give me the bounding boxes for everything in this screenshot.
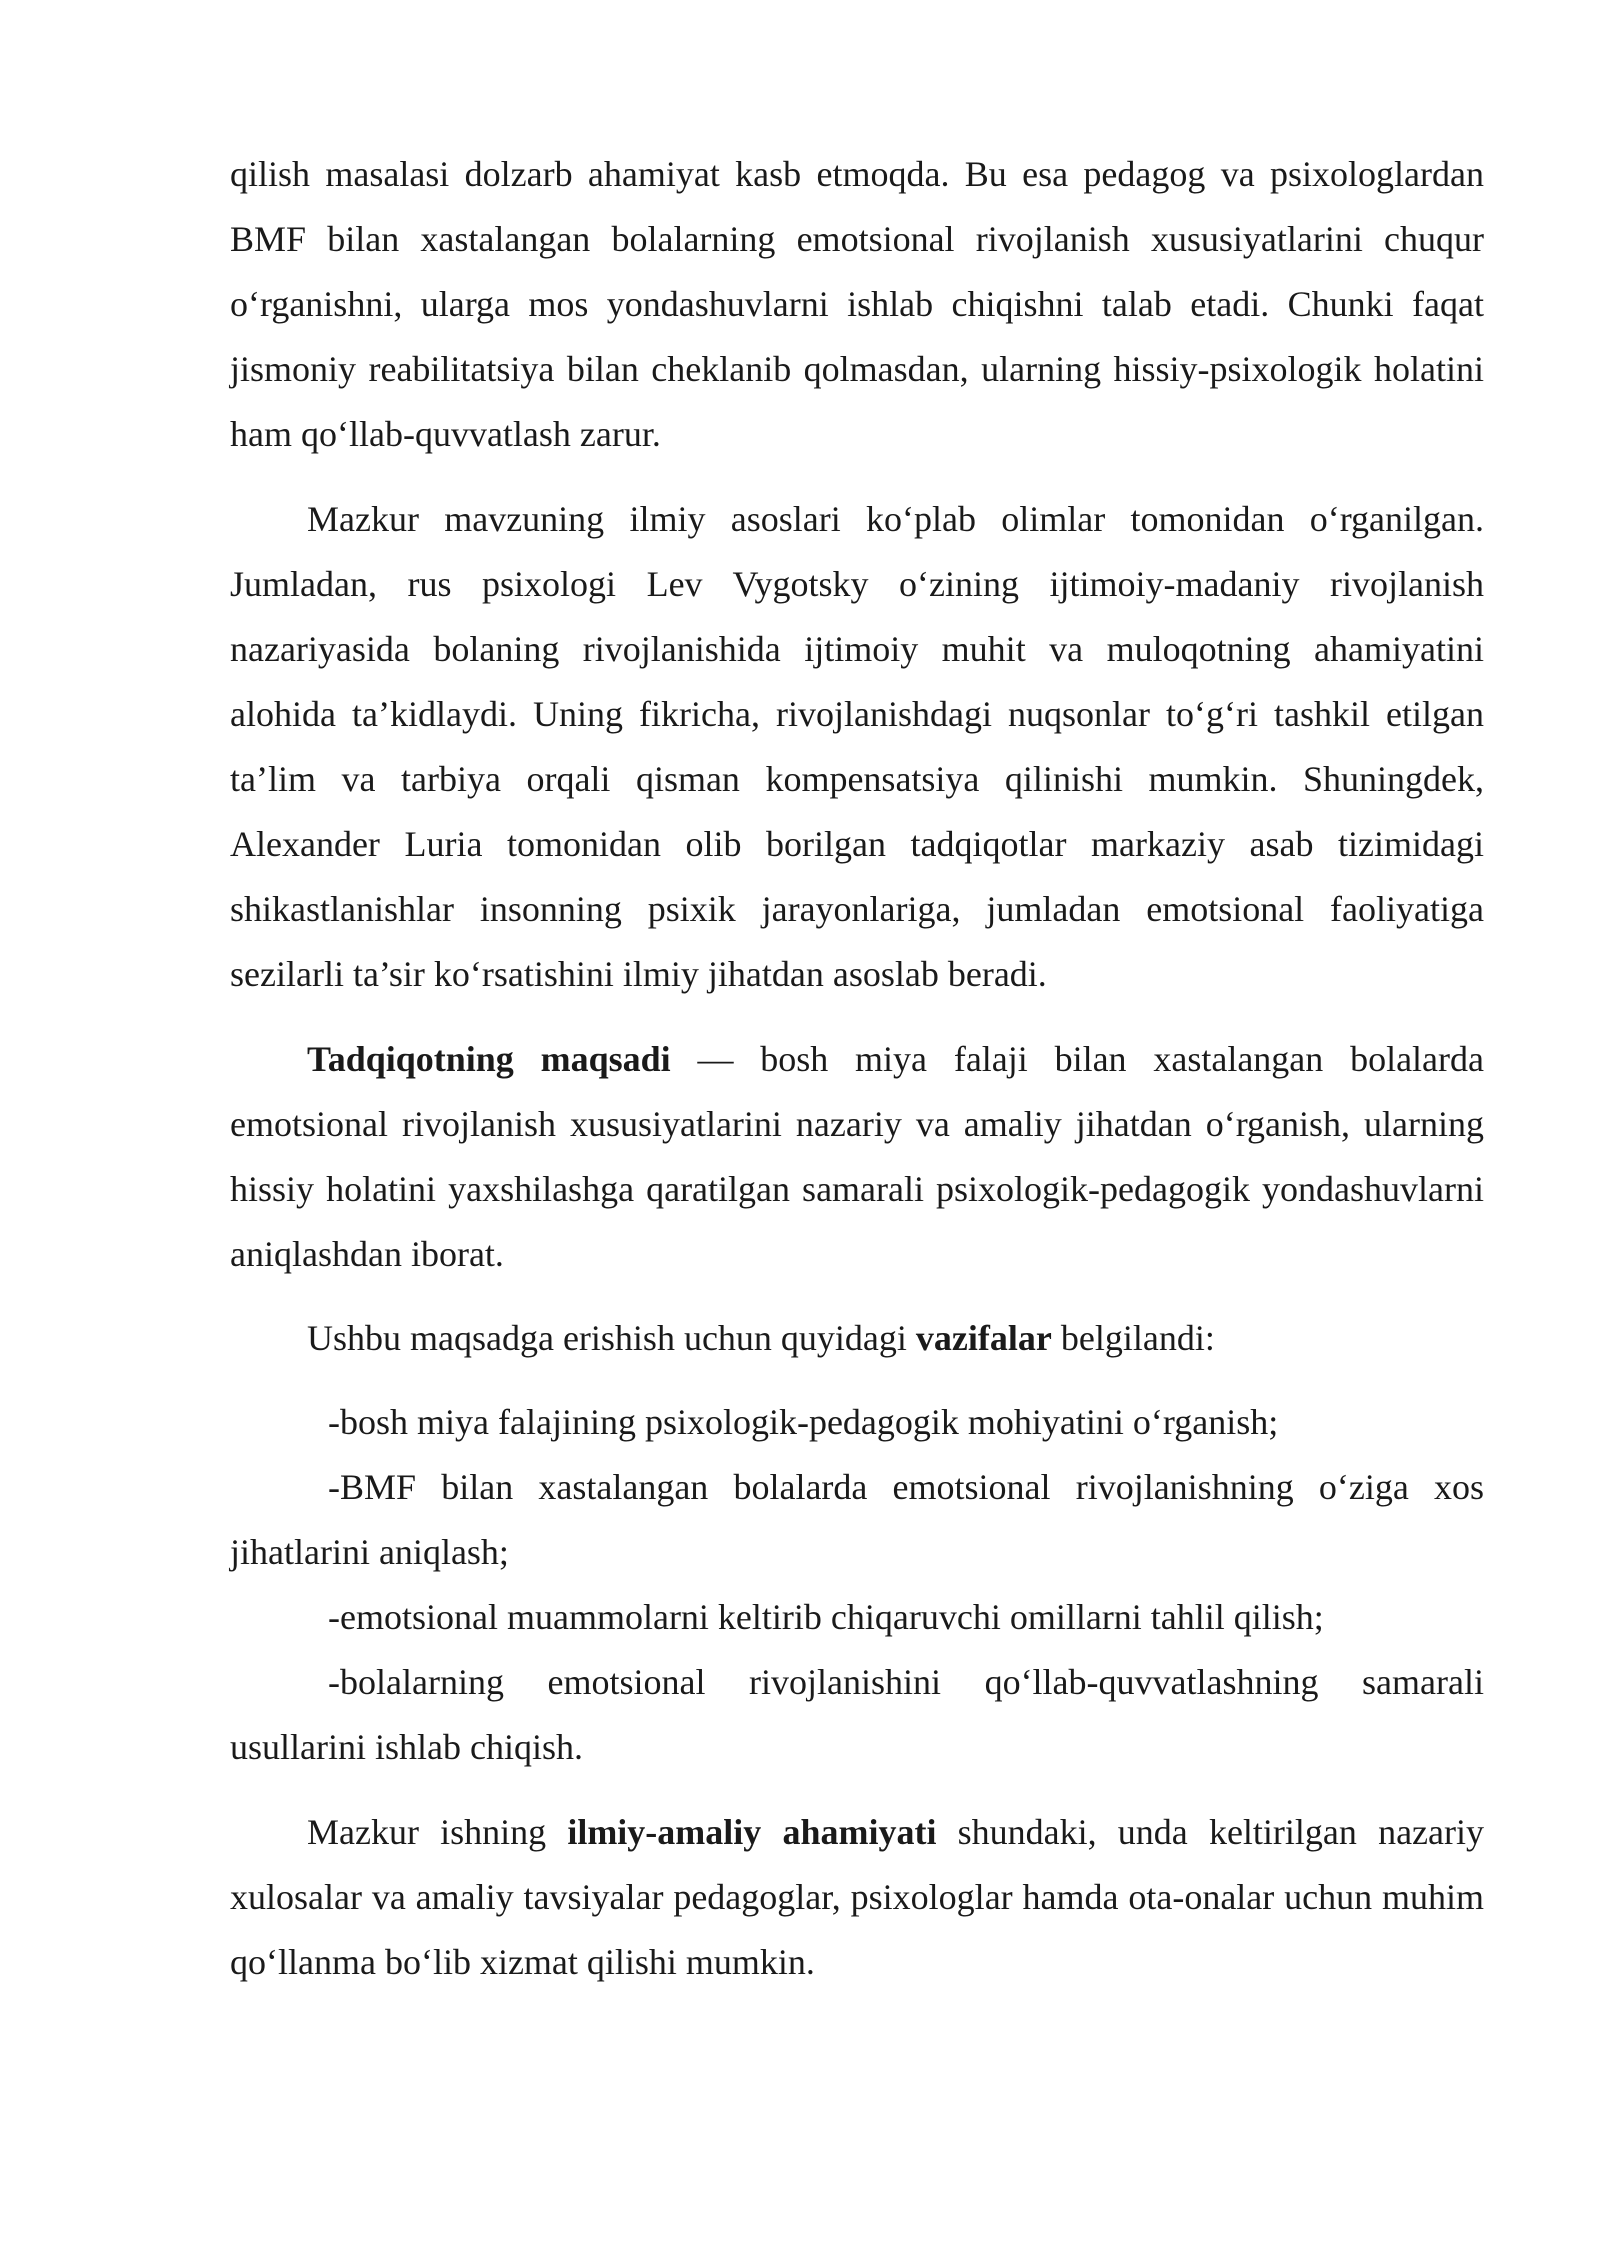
tasks-intro-end: belgilandi: (1051, 1318, 1215, 1358)
task-marker: - (328, 1597, 340, 1637)
tasks-heading: vazifalar (915, 1318, 1052, 1358)
paragraph-intro-continuation: qilish masalasi dolzarb ahamiyat kasb etmoqda. Bu esa pedagog va psixologlardan BMF bilan xastalangan bolalarning emotsional rivojlanish xususiyatlarini chuqur o‘rganishni, ularga mos yondashuvlarni ishlab chiqishni talab etadi. Chunki faqat jismoniy reabilitatsiya bilan cheklanib qolmasdan, ularning hissiy-psixologik holatini ham qo‘llab-quvvatlash zarur. (230, 154, 1484, 454)
significance-heading: ilmiy-amaliy ahamiyati (567, 1812, 937, 1852)
paragraph-scientific-basis: Mazkur mavzuning ilmiy asoslari ko‘plab olimlar tomonidan o‘rganilgan. Jumladan, rus psixologi Lev Vygotsky o‘zining ijtimoiy-madaniy rivojlanish nazariyasida bolaning rivojlanishida ijtimoiy muhit va muloqotning ahamiyatini alohida ta’kidlaydi. Uning fikricha, rivojlanishdagi nuqsonlar to‘g‘ri tashkil etilgan ta’lim va tarbiya orqali qisman kompensatsiya qilinishi mumkin. Shuningdek, Alexander Luria tomonidan olib borilgan tadqiqotlar markaziy asab tizimidagi shikastlanishlar insonning psixik jarayonlariga, jumladan emotsional faoliyatiga sezilarli ta’sir ko‘rsatishini ilmiy jihatdan asoslab beradi. (230, 499, 1484, 994)
task-text: emotsional muammolarni keltirib chiqaruvchi omillarni tahlil qilish; (340, 1597, 1324, 1637)
task-list (230, 1390, 1484, 1780)
task-text: bolalarning emotsional rivojlanishini qo‘llab-quvvatlashning samarali usullarini ishlab chiqish. (230, 1662, 1484, 1767)
task-text: BMF bilan xastalangan bolalarda emotsional rivojlanishning o‘ziga xos jihatlarini aniqlash; (230, 1467, 1484, 1572)
significance-end: shundaki, unda keltirilgan nazariy xulosalar va amaliy tavsiyalar pedagoglar, psixologlar hamda ota-onalar uchun muhim qo‘llanma bo‘lib xizmat qilishi mumkin. (230, 1812, 1484, 1982)
task-item (135, 1585, 1484, 1650)
paragraph-practical-significance (230, 1800, 1484, 1995)
task-item (135, 1390, 1484, 1455)
tasks-intro-start: Ushbu maqsadga erishish uchun quyidagi (307, 1318, 916, 1358)
task-item (135, 1650, 1484, 1780)
paragraph-tasks-intro (230, 1306, 1484, 1371)
task-item (135, 1455, 1484, 1585)
task-marker: - (328, 1662, 340, 1702)
research-goal-heading: Tadqiqotning maqsadi (307, 1039, 671, 1079)
task-marker: - (328, 1402, 340, 1442)
significance-start: Mazkur ishning (307, 1812, 568, 1852)
research-goal-text: — bosh miya falaji bilan xastalangan bolalarda emotsional rivojlanish xususiyatlarini nazariy va amaliy jihatdan o‘rganish, ularning hissiy holatini yaxshilashga qaratilgan samarali psixologik-pedagogik yondashuvlarni aniqlashdan iborat. (230, 1039, 1485, 1274)
paragraph-research-goal (230, 1027, 1484, 1287)
task-text: bosh miya falajining psixologik-pedagogik mohiyatini o‘rganish; (340, 1402, 1279, 1442)
task-marker: - (328, 1467, 340, 1507)
